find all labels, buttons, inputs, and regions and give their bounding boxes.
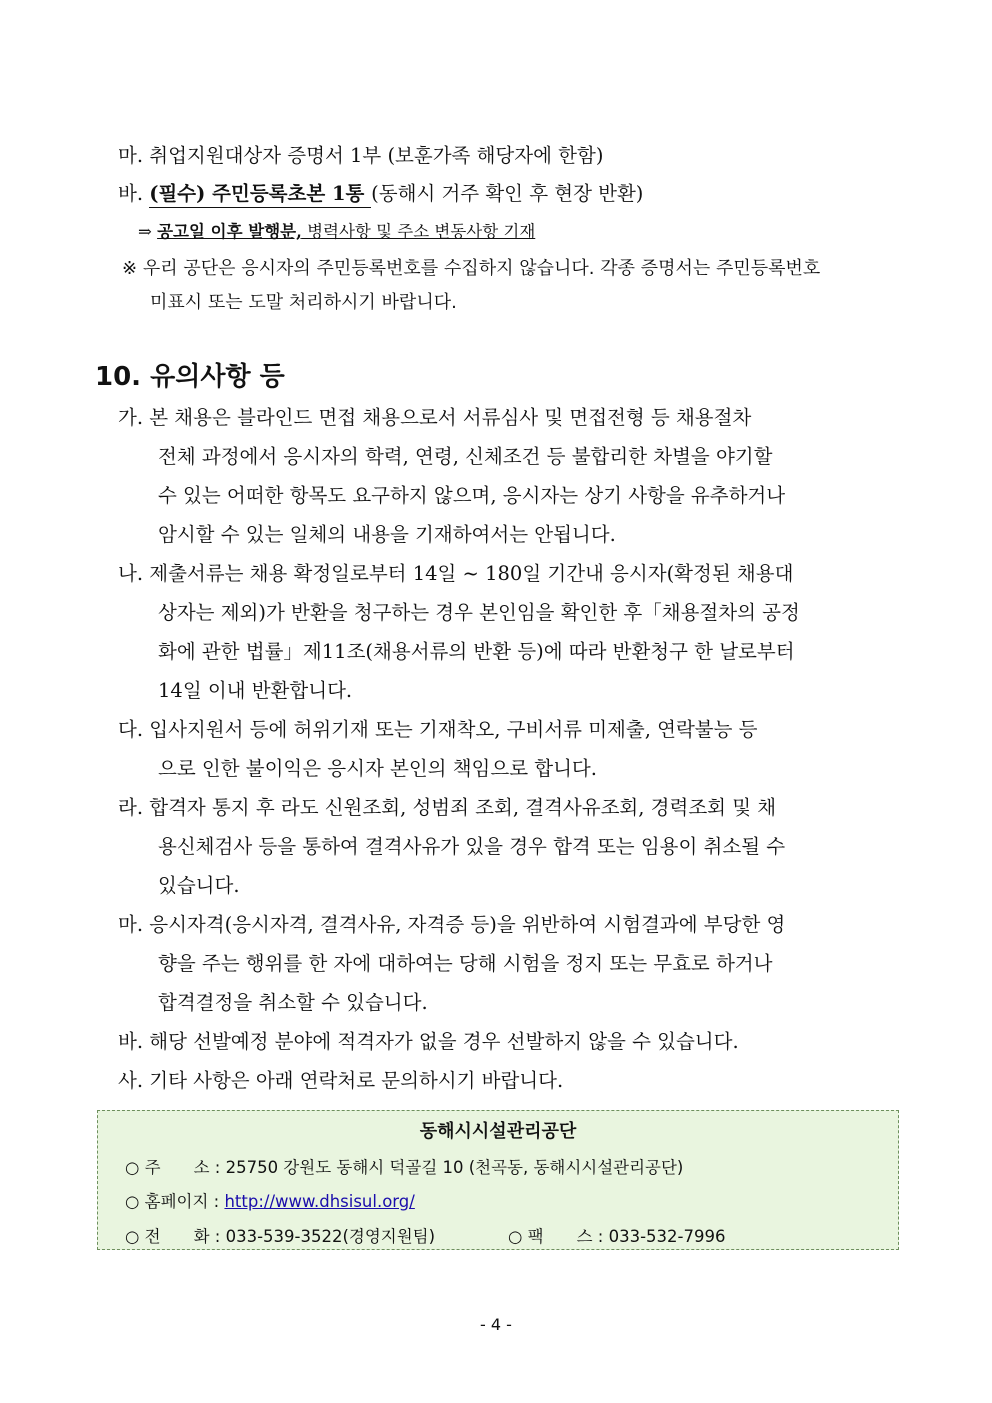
item-ga-line2: 전체 과정에서 응시자의 학력, 연령, 신체조건 등 불합리한 차별을 야기할 [158,445,773,468]
item-na-line2: 상자는 제외)가 반환을 청구하는 경우 본인임을 확인한 후「채용절차의 공정 [158,601,800,624]
phone-value: 033-539-3522(경영지원팀) [225,1227,436,1246]
item-da-line1: 다. 입사지원서 등에 허위기재 또는 기재착오, 구비서류 미제출, 연락불능 등 [118,718,758,741]
contact-address-row [125,1154,683,1178]
arrow-note-text [157,222,535,241]
contact-fax-row [508,1223,725,1247]
item-ga-line4: 암시할 수 있는 일체의 내용을 기재하여서는 안됩니다. [158,523,616,546]
item-ma-line2: 향을 주는 행위를 한 자에 대하여는 당해 시험을 정지 또는 무효로 하거나 [158,952,773,975]
arrow-note-bold: 공고일 이후 발행분, [157,222,302,241]
homepage-label: ○ 홈페이지 : [125,1192,225,1211]
contact-title: 동해시시설관리공단 [419,1121,577,1142]
item-sa-line: 사. 기타 사항은 아래 연락처로 문의하시기 바랍니다. [118,1069,564,1092]
item-ga-line1: 가. 본 채용은 블라인드 면접 채용으로서 서류심사 및 면접전형 등 채용절차 [118,406,752,429]
item-ba-line: 바. 해당 선발예정 분야에 적격자가 없을 경우 선발하지 않을 수 있습니다. [118,1030,739,1053]
contact-box [97,1110,899,1250]
fax-value: 033-532-7996 [608,1227,726,1246]
item-na-line1: 나. 제출서류는 채용 확정일로부터 14일 ~ 180일 기간내 응시자(확정된 채용대 [118,562,794,585]
arrow-icon: ⇒ [138,222,152,241]
address-value: 25750 강원도 동해시 덕골길 10 (천곡동, 동해시시설관리공단) [225,1158,684,1177]
item-ba-rest: (동해시 거주 확인 후 현장 반환) [371,182,644,205]
reference-mark-icon: ※ [122,258,138,279]
item-ma-line1: 마. 응시자격(응시자격, 결격사유, 자격증 등)을 위반하여 시험결과에 부당한 영 [118,913,786,936]
item-na-line4: 14일 이내 반환합니다. [158,679,353,702]
address-label: ○ 주 소 : [125,1158,226,1177]
contact-phone-row [125,1223,435,1247]
privacy-note-line1 [122,254,820,280]
phone-label: ○ 전 화 : [125,1227,226,1246]
section-heading: 10. 유의사항 등 [95,362,285,392]
item-ra-line3: 있습니다. [158,874,240,897]
homepage-link[interactable]: http://www.dhsisul.org/ [224,1192,415,1211]
arrow-note-rest: 병력사항 및 주소 변동사항 기재 [301,222,536,241]
item-na-line3: 화에 관한 법률」제11조(채용서류의 반환 등)에 따라 반환청구 한 날로부터 [158,640,795,663]
item-ba-prefix: 바. [118,182,150,205]
privacy-note-text1: 우리 공단은 응시자의 주민등록번호를 수집하지 않습니다. 각종 증명서는 주민등록번호 [142,258,821,279]
item-ma-line3: 합격결정을 취소할 수 있습니다. [158,991,428,1014]
item-ra-line1: 라. 합격자 통지 후 라도 신원조회, 성범죄 조회, 결격사유조회, 경력조회 및 채 [118,796,777,819]
item-ra-line2: 용신체검사 등을 통하여 결격사유가 있을 경우 합격 또는 임용이 취소될 수 [158,835,786,858]
item-ba-resident-register [118,178,643,206]
page-number: - 4 - [480,1315,512,1334]
contact-homepage-row [125,1188,415,1212]
item-arrow-note [138,218,535,242]
item-ga-line3: 수 있는 어떠한 항목도 요구하지 않으며, 응시자는 상기 사항을 유추하거나 [158,484,786,507]
item-ba-required: (필수) 주민등록초본 1통 [149,182,371,208]
item-da-line2: 으로 인한 불이익은 응시자 본인의 책임으로 합니다. [158,757,597,780]
fax-label: ○ 팩 스 : [508,1227,609,1246]
item-ma-employment-cert: 마. 취업지원대상자 증명서 1부 (보훈가족 해당자에 한함) [118,144,604,167]
privacy-note-line2: 미표시 또는 도말 처리하시기 바랍니다. [150,292,457,313]
